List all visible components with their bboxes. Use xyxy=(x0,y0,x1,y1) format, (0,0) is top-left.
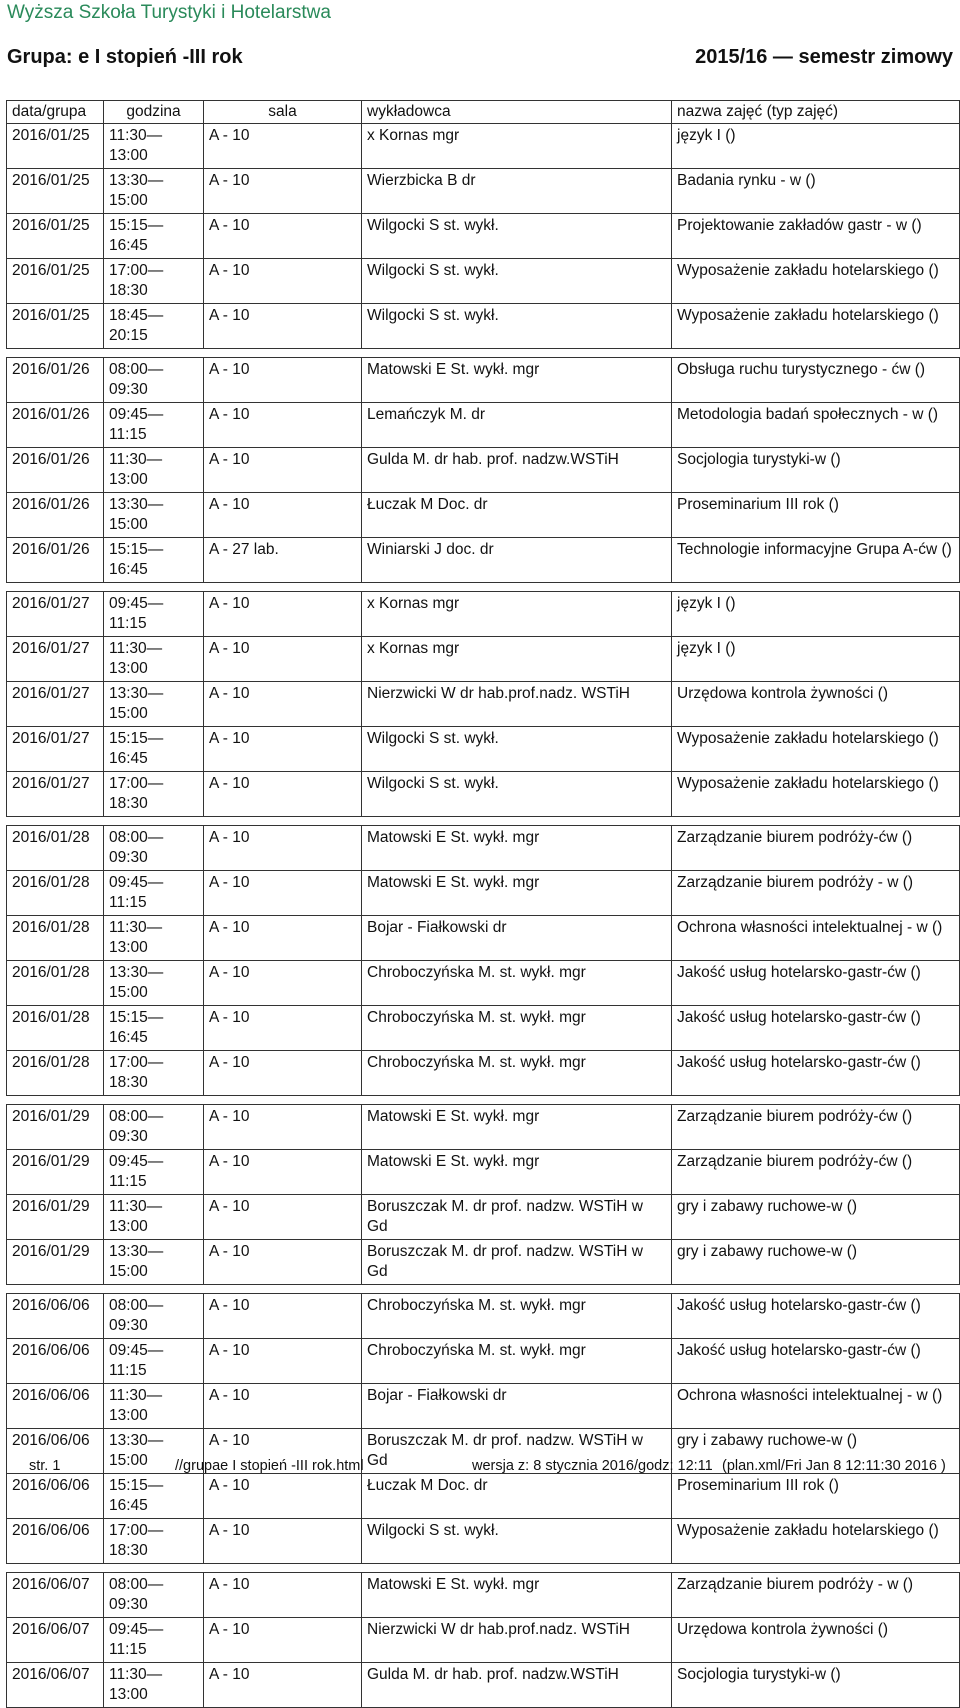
cell-lecturer: Nierzwicki W dr hab.prof.nadz. WSTiH xyxy=(362,1618,672,1663)
cell-lecturer: Łuczak M Doc. dr xyxy=(362,1474,672,1519)
page-footer xyxy=(0,1458,960,1478)
column-header-date: data/grupa xyxy=(7,101,104,124)
cell-subject: Zarządzanie biurem podróży-ćw () xyxy=(672,826,960,871)
cell-room: A - 10 xyxy=(204,1384,362,1429)
cell-subject: Jakość usług hotelarsko-gastr-ćw () xyxy=(672,1006,960,1051)
table-row xyxy=(7,169,960,214)
footer-generated: (plan.xml/Fri Jan 8 12:11:30 2016 ) xyxy=(722,1458,946,1474)
cell-lecturer: Matowski E St. wykł. mgr xyxy=(362,1150,672,1195)
cell-date: 2016/01/25 xyxy=(7,304,104,349)
day-separator xyxy=(7,583,960,592)
cell-subject: Wyposażenie zakładu hotelarskiego () xyxy=(672,1519,960,1564)
cell-lecturer: Chroboczyńska M. st. wykł. mgr xyxy=(362,1339,672,1384)
footer-page-number: str. 1 xyxy=(29,1458,61,1474)
cell-lecturer: Wilgocki S st. wykł. xyxy=(362,727,672,772)
cell-time: 18:45—20:15 xyxy=(104,304,204,349)
cell-date: 2016/01/28 xyxy=(7,1006,104,1051)
cell-date: 2016/06/06 xyxy=(7,1429,104,1474)
cell-lecturer: Wilgocki S st. wykł. xyxy=(362,1519,672,1564)
school-name: Wyższa Szkoła Turystyki i Hotelarstwa xyxy=(7,2,331,23)
cell-date: 2016/01/25 xyxy=(7,214,104,259)
cell-subject: Socjologia turystyki-w () xyxy=(672,1663,960,1708)
cell-date: 2016/01/27 xyxy=(7,682,104,727)
cell-lecturer: Wilgocki S st. wykł. xyxy=(362,214,672,259)
table-row xyxy=(7,538,960,583)
cell-subject: Badania rynku - w () xyxy=(672,169,960,214)
cell-time: 09:45—11:15 xyxy=(104,1618,204,1663)
table-row xyxy=(7,214,960,259)
table-row xyxy=(7,1294,960,1339)
cell-time: 11:30—13:00 xyxy=(104,1195,204,1240)
cell-subject: Zarządzanie biurem podróży - w () xyxy=(672,871,960,916)
cell-lecturer: Wilgocki S st. wykł. xyxy=(362,772,672,817)
cell-lecturer: Gulda M. dr hab. prof. nadzw.WSTiH xyxy=(362,448,672,493)
cell-subject: Zarządzanie biurem podróży-ćw () xyxy=(672,1105,960,1150)
table-row xyxy=(7,1240,960,1285)
cell-room: A - 10 xyxy=(204,826,362,871)
cell-time: 17:00—18:30 xyxy=(104,1051,204,1096)
cell-time: 15:15—16:45 xyxy=(104,214,204,259)
cell-room: A - 10 xyxy=(204,1429,362,1474)
cell-lecturer: Bojar - Fiałkowski dr xyxy=(362,1384,672,1429)
cell-subject: gry i zabawy ruchowe-w () xyxy=(672,1429,960,1474)
cell-date: 2016/01/26 xyxy=(7,538,104,583)
table-row xyxy=(7,358,960,403)
cell-subject: Zarządzanie biurem podróży-ćw () xyxy=(672,1150,960,1195)
cell-date: 2016/06/06 xyxy=(7,1519,104,1564)
cell-room: A - 10 xyxy=(204,358,362,403)
cell-date: 2016/01/27 xyxy=(7,637,104,682)
cell-time: 08:00—09:30 xyxy=(104,1294,204,1339)
cell-time: 09:45—11:15 xyxy=(104,1339,204,1384)
cell-subject: Proseminarium III rok () xyxy=(672,1474,960,1519)
cell-subject: Ochrona własności intelektualnej - w () xyxy=(672,1384,960,1429)
cell-lecturer: Wilgocki S st. wykł. xyxy=(362,304,672,349)
cell-date: 2016/01/28 xyxy=(7,826,104,871)
cell-date: 2016/01/28 xyxy=(7,961,104,1006)
cell-room: A - 10 xyxy=(204,124,362,169)
cell-room: A - 10 xyxy=(204,403,362,448)
table-row xyxy=(7,826,960,871)
footer-file-path: //grupae I stopień -III rok.html xyxy=(175,1458,364,1474)
cell-time: 15:15—16:45 xyxy=(104,1006,204,1051)
cell-room: A - 10 xyxy=(204,1240,362,1285)
table-row xyxy=(7,448,960,493)
cell-time: 13:30—15:00 xyxy=(104,1240,204,1285)
cell-subject: Metodologia badań społecznych - w () xyxy=(672,403,960,448)
table-row xyxy=(7,1618,960,1663)
cell-room: A - 10 xyxy=(204,169,362,214)
day-separator xyxy=(7,1285,960,1294)
cell-room: A - 10 xyxy=(204,448,362,493)
cell-subject: Wyposażenie zakładu hotelarskiego () xyxy=(672,772,960,817)
cell-date: 2016/01/27 xyxy=(7,727,104,772)
cell-lecturer: Matowski E St. wykł. mgr xyxy=(362,358,672,403)
cell-date: 2016/01/26 xyxy=(7,358,104,403)
cell-lecturer: Bojar - Fiałkowski dr xyxy=(362,916,672,961)
cell-room: A - 10 xyxy=(204,1006,362,1051)
cell-time: 13:30—15:00 xyxy=(104,169,204,214)
cell-lecturer: Chroboczyńska M. st. wykł. mgr xyxy=(362,1051,672,1096)
day-separator-cell xyxy=(7,1564,960,1573)
cell-subject: Technologie informacyjne Grupa A-ćw () xyxy=(672,538,960,583)
table-row xyxy=(7,772,960,817)
cell-room: A - 10 xyxy=(204,871,362,916)
cell-date: 2016/01/28 xyxy=(7,871,104,916)
cell-date: 2016/06/06 xyxy=(7,1384,104,1429)
cell-subject: Projektowanie zakładów gastr - w () xyxy=(672,214,960,259)
cell-date: 2016/06/07 xyxy=(7,1573,104,1618)
cell-room: A - 10 xyxy=(204,304,362,349)
cell-subject: język I () xyxy=(672,637,960,682)
table-row xyxy=(7,1150,960,1195)
cell-date: 2016/06/06 xyxy=(7,1339,104,1384)
cell-room: A - 10 xyxy=(204,214,362,259)
cell-lecturer: Boruszczak M. dr prof. nadzw. WSTiH w Gd xyxy=(362,1240,672,1285)
cell-date: 2016/01/26 xyxy=(7,493,104,538)
day-separator-cell xyxy=(7,1285,960,1294)
column-header-subject: nazwa zajęć (typ zajęć) xyxy=(672,101,960,124)
cell-date: 2016/06/06 xyxy=(7,1474,104,1519)
cell-lecturer: Winiarski J doc. dr xyxy=(362,538,672,583)
table-row xyxy=(7,1195,960,1240)
cell-room: A - 10 xyxy=(204,1105,362,1150)
day-separator xyxy=(7,1564,960,1573)
cell-subject: Wyposażenie zakładu hotelarskiego () xyxy=(672,304,960,349)
table-row xyxy=(7,1573,960,1618)
cell-subject: Jakość usług hotelarsko-gastr-ćw () xyxy=(672,1339,960,1384)
cell-lecturer: Matowski E St. wykł. mgr xyxy=(362,1573,672,1618)
cell-time: 15:15—16:45 xyxy=(104,727,204,772)
cell-subject: Proseminarium III rok () xyxy=(672,493,960,538)
cell-date: 2016/01/29 xyxy=(7,1195,104,1240)
cell-room: A - 10 xyxy=(204,592,362,637)
table-row xyxy=(7,1663,960,1708)
semester-title: 2015/16 — semestr zimowy xyxy=(695,46,953,68)
day-separator xyxy=(7,817,960,826)
column-header-time: godzina xyxy=(104,101,204,124)
day-separator-cell xyxy=(7,1096,960,1105)
cell-time: 09:45—11:15 xyxy=(104,403,204,448)
cell-time: 11:30—13:00 xyxy=(104,637,204,682)
cell-room: A - 10 xyxy=(204,1150,362,1195)
cell-time: 09:45—11:15 xyxy=(104,1150,204,1195)
cell-date: 2016/01/25 xyxy=(7,124,104,169)
table-row xyxy=(7,1006,960,1051)
cell-lecturer: x Kornas mgr xyxy=(362,124,672,169)
cell-lecturer: Gulda M. dr hab. prof. nadzw.WSTiH xyxy=(362,1663,672,1708)
cell-subject: Jakość usług hotelarsko-gastr-ćw () xyxy=(672,1294,960,1339)
cell-lecturer: Lemańczyk M. dr xyxy=(362,403,672,448)
cell-lecturer: Wierzbicka B dr xyxy=(362,169,672,214)
cell-time: 08:00—09:30 xyxy=(104,1105,204,1150)
cell-date: 2016/01/27 xyxy=(7,592,104,637)
cell-lecturer: Matowski E St. wykł. mgr xyxy=(362,826,672,871)
cell-time: 09:45—11:15 xyxy=(104,871,204,916)
cell-time: 13:30—15:00 xyxy=(104,682,204,727)
cell-lecturer: Matowski E St. wykł. mgr xyxy=(362,1105,672,1150)
cell-date: 2016/01/26 xyxy=(7,403,104,448)
cell-date: 2016/06/07 xyxy=(7,1663,104,1708)
cell-subject: Obsługa ruchu turystycznego - ćw () xyxy=(672,358,960,403)
table-row xyxy=(7,727,960,772)
cell-subject: język I () xyxy=(672,124,960,169)
schedule-header xyxy=(7,101,960,124)
cell-room: A - 10 xyxy=(204,259,362,304)
cell-time: 11:30—13:00 xyxy=(104,1663,204,1708)
cell-room: A - 10 xyxy=(204,1618,362,1663)
cell-subject: Zarządzanie biurem podróży - w () xyxy=(672,1573,960,1618)
cell-subject: Jakość usług hotelarsko-gastr-ćw () xyxy=(672,961,960,1006)
cell-date: 2016/06/07 xyxy=(7,1618,104,1663)
table-row xyxy=(7,259,960,304)
table-row xyxy=(7,1384,960,1429)
cell-time: 08:00—09:30 xyxy=(104,826,204,871)
cell-room: A - 10 xyxy=(204,772,362,817)
cell-lecturer: Nierzwicki W dr hab.prof.nadz. WSTiH xyxy=(362,682,672,727)
cell-time: 11:30—13:00 xyxy=(104,124,204,169)
cell-subject: gry i zabawy ruchowe-w () xyxy=(672,1240,960,1285)
cell-time: 17:00—18:30 xyxy=(104,259,204,304)
table-row xyxy=(7,871,960,916)
cell-lecturer: Chroboczyńska M. st. wykł. mgr xyxy=(362,1294,672,1339)
cell-room: A - 27 lab. xyxy=(204,538,362,583)
day-separator xyxy=(7,1096,960,1105)
cell-lecturer: x Kornas mgr xyxy=(362,592,672,637)
table-row xyxy=(7,682,960,727)
cell-room: A - 10 xyxy=(204,637,362,682)
table-row xyxy=(7,1105,960,1150)
cell-time: 13:30—15:00 xyxy=(104,961,204,1006)
cell-subject: Socjologia turystyki-w () xyxy=(672,448,960,493)
cell-room: A - 10 xyxy=(204,493,362,538)
cell-room: A - 10 xyxy=(204,1663,362,1708)
cell-lecturer: x Kornas mgr xyxy=(362,637,672,682)
column-header-lecturer: wykładowca xyxy=(362,101,672,124)
table-row xyxy=(7,493,960,538)
cell-room: A - 10 xyxy=(204,1474,362,1519)
cell-time: 13:30—15:00 xyxy=(104,1429,204,1474)
cell-time: 08:00—09:30 xyxy=(104,358,204,403)
table-row xyxy=(7,916,960,961)
cell-time: 11:30—13:00 xyxy=(104,916,204,961)
cell-subject: język I () xyxy=(672,592,960,637)
cell-subject: Wyposażenie zakładu hotelarskiego () xyxy=(672,259,960,304)
table-row xyxy=(7,592,960,637)
day-separator-cell xyxy=(7,349,960,358)
cell-time: 11:30—13:00 xyxy=(104,448,204,493)
table-row xyxy=(7,961,960,1006)
cell-room: A - 10 xyxy=(204,1339,362,1384)
cell-lecturer: Łuczak M Doc. dr xyxy=(362,493,672,538)
cell-date: 2016/01/26 xyxy=(7,448,104,493)
column-header-room: sala xyxy=(204,101,362,124)
cell-subject: Urzędowa kontrola żywności () xyxy=(672,682,960,727)
cell-date: 2016/01/29 xyxy=(7,1240,104,1285)
cell-room: A - 10 xyxy=(204,1519,362,1564)
table-row xyxy=(7,1474,960,1519)
cell-date: 2016/01/29 xyxy=(7,1150,104,1195)
cell-room: A - 10 xyxy=(204,1051,362,1096)
cell-room: A - 10 xyxy=(204,1573,362,1618)
cell-subject: Ochrona własności intelektualnej - w () xyxy=(672,916,960,961)
cell-room: A - 10 xyxy=(204,682,362,727)
cell-time: 09:45—11:15 xyxy=(104,592,204,637)
cell-time: 08:00—09:30 xyxy=(104,1573,204,1618)
table-row xyxy=(7,304,960,349)
cell-time: 11:30—13:00 xyxy=(104,1384,204,1429)
cell-subject: Wyposażenie zakładu hotelarskiego () xyxy=(672,727,960,772)
cell-subject: Urzędowa kontrola żywności () xyxy=(672,1618,960,1663)
cell-date: 2016/01/29 xyxy=(7,1105,104,1150)
cell-subject: gry i zabawy ruchowe-w () xyxy=(672,1195,960,1240)
table-row xyxy=(7,403,960,448)
cell-lecturer: Matowski E St. wykł. mgr xyxy=(362,871,672,916)
cell-room: A - 10 xyxy=(204,727,362,772)
cell-lecturer: Boruszczak M. dr prof. nadzw. WSTiH w Gd xyxy=(362,1429,672,1474)
table-row xyxy=(7,1051,960,1096)
cell-time: 17:00—18:30 xyxy=(104,772,204,817)
cell-room: A - 10 xyxy=(204,1294,362,1339)
cell-room: A - 10 xyxy=(204,961,362,1006)
cell-time: 15:15—16:45 xyxy=(104,538,204,583)
day-separator-cell xyxy=(7,583,960,592)
cell-date: 2016/01/27 xyxy=(7,772,104,817)
cell-room: A - 10 xyxy=(204,916,362,961)
cell-lecturer: Boruszczak M. dr prof. nadzw. WSTiH w Gd xyxy=(362,1195,672,1240)
table-row xyxy=(7,124,960,169)
cell-date: 2016/06/06 xyxy=(7,1294,104,1339)
group-title: Grupa: e I stopień -III rok xyxy=(7,46,243,68)
cell-date: 2016/01/28 xyxy=(7,1051,104,1096)
day-separator-cell xyxy=(7,817,960,826)
cell-date: 2016/01/25 xyxy=(7,259,104,304)
cell-lecturer: Chroboczyńska M. st. wykł. mgr xyxy=(362,1006,672,1051)
cell-date: 2016/01/25 xyxy=(7,169,104,214)
cell-date: 2016/01/28 xyxy=(7,916,104,961)
cell-lecturer: Chroboczyńska M. st. wykł. mgr xyxy=(362,961,672,1006)
table-row xyxy=(7,1519,960,1564)
cell-room: A - 10 xyxy=(204,1195,362,1240)
cell-time: 15:15—16:45 xyxy=(104,1474,204,1519)
cell-time: 17:00—18:30 xyxy=(104,1519,204,1564)
footer-version: wersja z: 8 stycznia 2016/godz: 12:11 xyxy=(472,1458,713,1474)
cell-time: 13:30—15:00 xyxy=(104,493,204,538)
table-row xyxy=(7,637,960,682)
day-separator xyxy=(7,349,960,358)
table-row xyxy=(7,1339,960,1384)
cell-lecturer: Wilgocki S st. wykł. xyxy=(362,259,672,304)
cell-subject: Jakość usług hotelarsko-gastr-ćw () xyxy=(672,1051,960,1096)
header-row xyxy=(7,101,960,124)
